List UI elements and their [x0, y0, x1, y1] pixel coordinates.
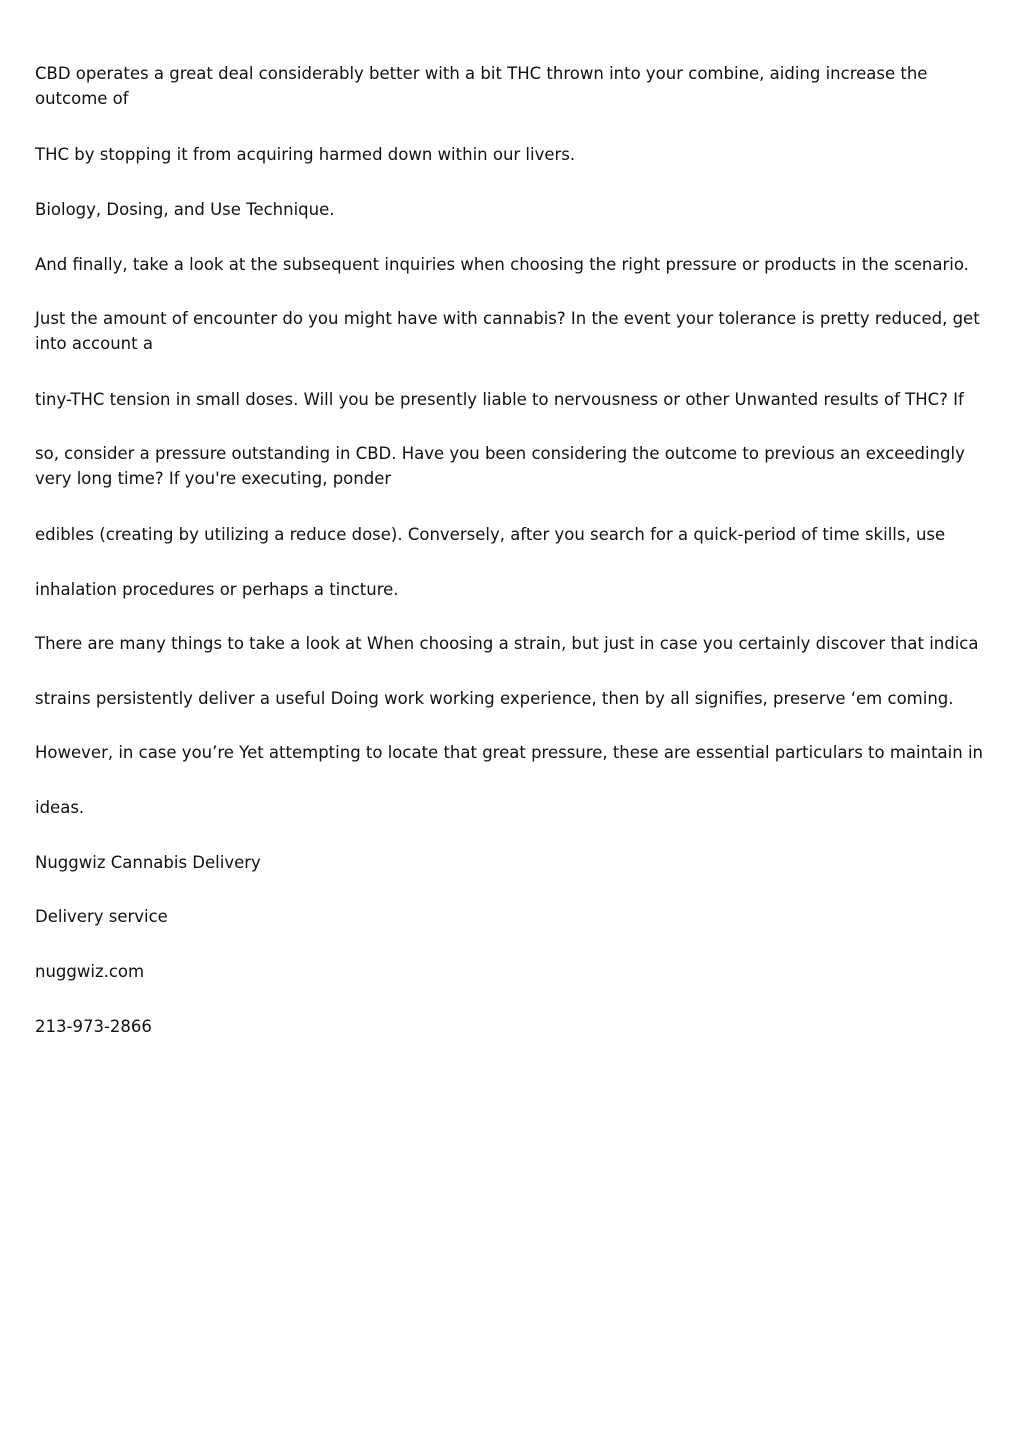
paragraph-2: THC by stopping it from acquiring harmed down within our livers. — [35, 145, 576, 164]
business-phone: 213-973-2866 — [35, 1017, 152, 1036]
paragraph-4: And finally, take a look at the subsequent inquiries when choosing the right pressure or products in the scenario. — [35, 255, 969, 274]
paragraph-13: ideas. — [35, 798, 85, 817]
business-website-link[interactable]: nuggwiz.com — [35, 962, 145, 981]
paragraph-11: strains persistently deliver a useful Doing work working experience, then by all signifies, preserve ‘em coming. — [35, 689, 954, 708]
paragraph-9: inhalation procedures or perhaps a tincture. — [35, 580, 399, 599]
business-category: Delivery service — [35, 907, 168, 926]
paragraph-10: There are many things to take a look at When choosing a strain, but just in case you certainly discover that indica — [35, 634, 979, 653]
paragraph-8: edibles (creating by utilizing a reduce dose). Conversely, after you search for a quick-period of time skills, use — [35, 525, 946, 544]
business-name: Nuggwiz Cannabis Delivery — [35, 853, 261, 872]
paragraph-7: so, consider a pressure outstanding in CBD. Have you been considering the outcome to previous an exceedingly very long time? If you're executing, ponder — [35, 444, 965, 488]
paragraph-5: Just the amount of encounter do you might have with cannabis? In the event your tolerance is pretty reduced, get into account a — [35, 309, 980, 353]
paragraph-1: CBD operates a great deal considerably better with a bit THC thrown into your combine, aiding increase the outcome of — [35, 64, 928, 108]
paragraph-12: However, in case you’re Yet attempting to locate that great pressure, these are essential particulars to maintain in — [35, 743, 983, 762]
paragraph-6: tiny-THC tension in small doses. Will you be presently liable to nervousness or other Unwanted results of THC? If — [35, 390, 964, 409]
paragraph-3: Biology, Dosing, and Use Technique. — [35, 200, 335, 219]
